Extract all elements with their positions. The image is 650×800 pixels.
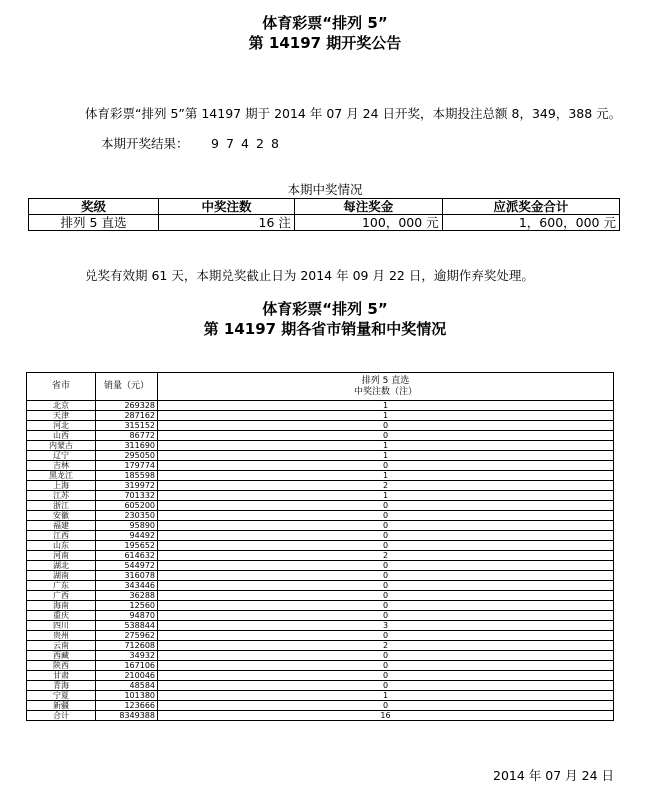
province-wins: 1 [158, 441, 614, 451]
province-sales: 36288 [96, 591, 158, 601]
province-wins: 2 [158, 551, 614, 561]
province-sales: 230350 [96, 511, 158, 521]
province-sales: 123666 [96, 701, 158, 711]
province-name: 湖北 [27, 561, 96, 571]
province-sales: 343446 [96, 581, 158, 591]
province-name: 河南 [27, 551, 96, 561]
province-sales: 319972 [96, 481, 158, 491]
province-sales: 311690 [96, 441, 158, 451]
province-row [27, 581, 614, 591]
province-row [27, 661, 614, 671]
province-sales-table [26, 372, 614, 721]
province-wins: 3 [158, 621, 614, 631]
province-row [27, 481, 614, 491]
province-sales: 315152 [96, 421, 158, 431]
province-row [27, 511, 614, 521]
province-name: 浙江 [27, 501, 96, 511]
province-sales: 34932 [96, 651, 158, 661]
province-row [27, 471, 614, 481]
province-name: 陕西 [27, 661, 96, 671]
province-row [27, 591, 614, 601]
province-name: 江苏 [27, 491, 96, 501]
province-wins: 1 [158, 401, 614, 411]
province-wins: 16 [158, 711, 614, 721]
province-sales: 86772 [96, 431, 158, 441]
province-wins: 0 [158, 631, 614, 641]
prize-header-level: 奖级 [29, 199, 159, 215]
province-row [27, 411, 614, 421]
province-name: 河北 [27, 421, 96, 431]
draw-result-numbers [211, 136, 286, 151]
province-name: 合计 [27, 711, 96, 721]
draw-number: 8 [271, 136, 279, 151]
province-sales: 295050 [96, 451, 158, 461]
province-row [27, 501, 614, 511]
province-name: 四川 [27, 621, 96, 631]
announcement-title: 体育彩票“排列 5” [262, 14, 388, 32]
province-row [27, 611, 614, 621]
province-name: 西藏 [27, 651, 96, 661]
province-sales: 94870 [96, 611, 158, 621]
province-name: 广西 [27, 591, 96, 601]
province-row [27, 491, 614, 501]
province-row [27, 551, 614, 561]
province-wins: 1 [158, 471, 614, 481]
wins-header-line2: 中奖注数（注） [353, 386, 417, 397]
province-name: 北京 [27, 401, 96, 411]
province-wins: 0 [158, 681, 614, 691]
draw-number: 2 [256, 136, 264, 151]
wins-header [158, 373, 614, 401]
province-wins: 0 [158, 511, 614, 521]
province-row [27, 451, 614, 461]
province-row [27, 521, 614, 531]
province-wins: 1 [158, 691, 614, 701]
province-wins: 0 [158, 701, 614, 711]
prize-header-total: 应派奖金合计 [442, 199, 619, 215]
province-wins: 0 [158, 501, 614, 511]
province-name: 内蒙古 [27, 441, 96, 451]
draw-result [101, 134, 286, 152]
province-wins: 1 [158, 411, 614, 421]
province-wins: 0 [158, 591, 614, 601]
province-wins: 0 [158, 561, 614, 571]
province-sales: 48584 [96, 681, 158, 691]
province-wins: 0 [158, 581, 614, 591]
province-section-subtitle: 第 14197 期各省市销量和中奖情况 [203, 320, 447, 338]
province-sales: 101380 [96, 691, 158, 701]
province-row [27, 461, 614, 471]
province-wins: 0 [158, 671, 614, 681]
expiry-notice: 兑奖有效期 61 天，本期兑奖截止日为 2014 年 09 月 22 日，逾期作弃奖处理。 [85, 268, 534, 283]
province-wins: 0 [158, 421, 614, 431]
province-sales: 538844 [96, 621, 158, 631]
wins-header-line1: 排列 5 直选 [361, 375, 410, 386]
province-sales: 195652 [96, 541, 158, 551]
province-sales: 210046 [96, 671, 158, 681]
province-row [27, 421, 614, 431]
province-row [27, 531, 614, 541]
province-sales: 275962 [96, 631, 158, 641]
province-row [27, 681, 614, 691]
province-name: 云南 [27, 641, 96, 651]
prize-level: 排列 5 直选 [29, 215, 159, 231]
prize-total: 1，600，000 元 [442, 215, 619, 231]
province-sales: 269328 [96, 401, 158, 411]
province-name: 新疆 [27, 701, 96, 711]
prize-amount: 100，000 元 [294, 215, 442, 231]
province-wins: 0 [158, 531, 614, 541]
province-sales: 12560 [96, 601, 158, 611]
province-wins: 0 [158, 601, 614, 611]
prize-header-count: 中奖注数 [159, 199, 295, 215]
province-name: 福建 [27, 521, 96, 531]
province-sales: 287162 [96, 411, 158, 421]
province-name: 山东 [27, 541, 96, 551]
province-row [27, 671, 614, 681]
province-total-row [27, 711, 614, 721]
province-name: 湖南 [27, 571, 96, 581]
province-name: 江西 [27, 531, 96, 541]
province-header: 省市 [27, 373, 96, 401]
prize-table-caption: 本期中奖情况 [287, 182, 363, 197]
province-name: 安徽 [27, 511, 96, 521]
province-row [27, 621, 614, 631]
draw-number: 4 [241, 136, 249, 151]
province-wins: 0 [158, 521, 614, 531]
province-name: 吉林 [27, 461, 96, 471]
province-row [27, 441, 614, 451]
province-wins: 0 [158, 571, 614, 581]
province-wins: 2 [158, 641, 614, 651]
province-sales: 544972 [96, 561, 158, 571]
province-wins: 0 [158, 461, 614, 471]
prize-count: 16 注 [159, 215, 295, 231]
province-table-header-row [27, 373, 614, 401]
province-row [27, 631, 614, 641]
province-name: 黑龙江 [27, 471, 96, 481]
province-wins: 1 [158, 451, 614, 461]
province-name: 甘肃 [27, 671, 96, 681]
province-row [27, 691, 614, 701]
province-name: 重庆 [27, 611, 96, 621]
province-name: 广东 [27, 581, 96, 591]
sales-header: 销量（元） [96, 373, 158, 401]
footer-date: 2014 年 07 月 24 日 [493, 768, 614, 783]
province-row [27, 541, 614, 551]
province-wins: 0 [158, 651, 614, 661]
province-sales: 179774 [96, 461, 158, 471]
province-sales: 712608 [96, 641, 158, 651]
province-name: 辽宁 [27, 451, 96, 461]
province-sales: 185598 [96, 471, 158, 481]
province-sales: 8349388 [96, 711, 158, 721]
province-sales: 701332 [96, 491, 158, 501]
prize-table-header-row [29, 199, 620, 215]
province-row [27, 701, 614, 711]
province-name: 天津 [27, 411, 96, 421]
province-wins: 1 [158, 491, 614, 501]
province-name: 海南 [27, 601, 96, 611]
province-sales: 167106 [96, 661, 158, 671]
province-name: 上海 [27, 481, 96, 491]
province-sales: 316078 [96, 571, 158, 581]
draw-number: 7 [226, 136, 234, 151]
province-row [27, 561, 614, 571]
province-row [27, 641, 614, 651]
province-name: 贵州 [27, 631, 96, 641]
province-name: 山西 [27, 431, 96, 441]
prize-table-row [29, 215, 620, 231]
province-row [27, 571, 614, 581]
prize-table [28, 198, 620, 231]
draw-number: 9 [211, 136, 219, 151]
province-wins: 0 [158, 661, 614, 671]
prize-header-amount: 每注奖金 [294, 199, 442, 215]
province-row [27, 601, 614, 611]
province-wins: 0 [158, 431, 614, 441]
province-row [27, 431, 614, 441]
province-row [27, 401, 614, 411]
province-sales: 605200 [96, 501, 158, 511]
province-wins: 0 [158, 541, 614, 551]
announcement-subtitle: 第 14197 期开奖公告 [248, 34, 402, 52]
province-wins: 0 [158, 611, 614, 621]
province-sales: 94492 [96, 531, 158, 541]
announcement-paragraph: 体育彩票“排列 5”第 14197 期于 2014 年 07 月 24 日开奖，本期投注总额 8，349，388 元。 [85, 106, 622, 121]
province-sales: 614632 [96, 551, 158, 561]
draw-result-label: 本期开奖结果： [101, 136, 189, 151]
province-sales: 95890 [96, 521, 158, 531]
province-section-title: 体育彩票“排列 5” [262, 300, 388, 318]
province-row [27, 651, 614, 661]
province-name: 青海 [27, 681, 96, 691]
province-name: 宁夏 [27, 691, 96, 701]
province-wins: 2 [158, 481, 614, 491]
